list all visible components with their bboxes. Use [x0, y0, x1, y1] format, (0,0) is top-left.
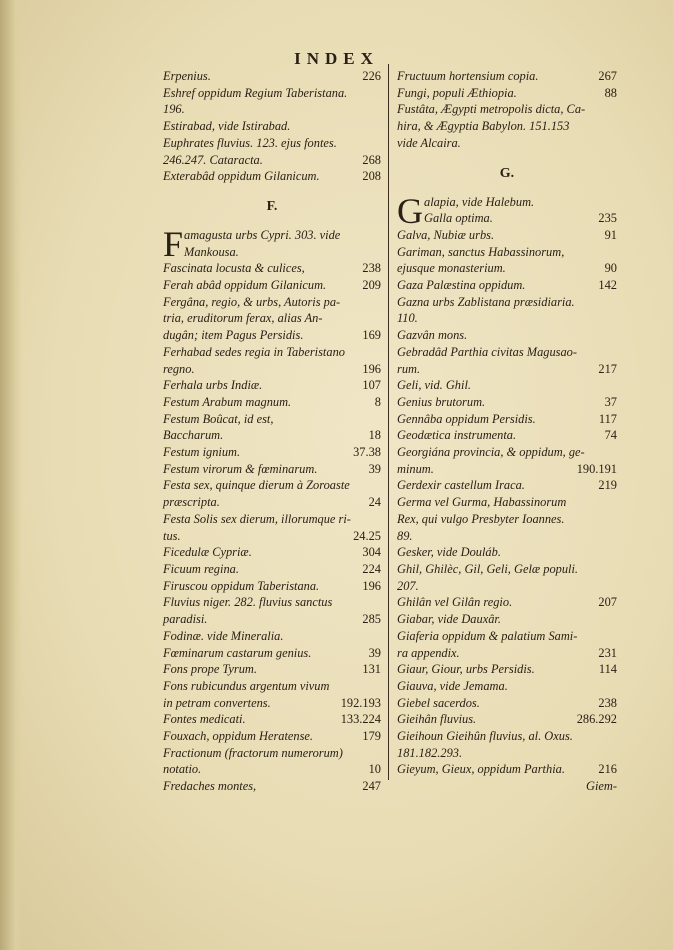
entry-text-line: Germa vel Gurma, Habassinorum	[397, 495, 567, 510]
index-entry	[163, 778, 381, 795]
entry-page-number: 131	[362, 662, 381, 677]
index-entry	[397, 101, 617, 151]
index-entry	[163, 411, 381, 444]
entry-text-line: 110.	[397, 311, 418, 326]
entry-page-number: 216	[598, 762, 617, 777]
entry-text-line: Fons rubicundus argentum vivum	[163, 678, 330, 693]
entry-page-number: 8	[374, 394, 381, 409]
section-letter-g: G.	[499, 165, 515, 181]
entry-text-line: Fons prope Tyrum.	[163, 662, 257, 677]
entry-text-line: in petram convertens.	[163, 695, 271, 710]
entry-page-number: 37.38	[353, 445, 381, 460]
entry-page-number: 286.292	[576, 712, 617, 727]
entry-page-number: 39	[368, 461, 381, 476]
index-entry	[163, 594, 381, 627]
entry-text-line: Giabar, vide Dauxâr.	[397, 612, 501, 627]
column-divider	[388, 64, 389, 780]
entry-page-number: 74	[604, 428, 617, 443]
entry-text-line: Festum virorum & fœminarum.	[163, 461, 318, 476]
index-entry	[397, 344, 617, 377]
entry-text-line: præscripta.	[163, 495, 220, 510]
entry-text-line: Rex, qui vulgo Presbyter Ioannes.	[397, 511, 565, 526]
entry-page-number: 179	[362, 729, 381, 744]
entry-text-line: Galapia, vide Halebum.	[397, 190, 535, 231]
index-entry	[163, 477, 381, 510]
entry-page-number: 247	[362, 779, 381, 794]
entry-text-line: Gieihoun Gieihûn fluvius, al. Oxus.	[397, 729, 573, 744]
entry-page-number: 39	[368, 645, 381, 660]
index-entry	[397, 227, 617, 244]
index-entry	[163, 444, 381, 461]
entry-page-number: 18	[368, 428, 381, 443]
index-entry	[397, 594, 617, 611]
entry-text-line: Fascinata locusta & culices,	[163, 261, 305, 276]
entry-text-line: dugân; item Pagus Persidis.	[163, 328, 304, 343]
index-entry	[397, 611, 617, 628]
entry-text-line: Fustâta, Ægypti metropolis dicta, Ca-	[397, 102, 586, 117]
entry-text-line: Fractionum (fractorum numerorum)	[163, 745, 343, 760]
index-entry	[163, 260, 381, 277]
index-entry	[163, 561, 381, 578]
entry-text-line: Gennâba oppidum Persidis.	[397, 411, 536, 426]
entry-page-number: 91	[604, 227, 617, 242]
entry-page-number: 209	[362, 278, 381, 293]
page-gutter-shadow	[0, 0, 22, 950]
entry-page-number: 117	[598, 411, 617, 426]
index-entry	[163, 511, 381, 544]
index-entry	[397, 544, 617, 561]
index-entry	[163, 277, 381, 294]
entry-text-line: Fluvius niger. 282. fluvius sanctus	[163, 595, 333, 610]
entry-page-number: 24.25	[353, 528, 381, 543]
entry-page-number: 268	[362, 152, 381, 167]
index-entry	[163, 645, 381, 662]
entry-text-line: Georgiána provincia, & oppidum, ge-	[397, 445, 585, 460]
entry-page-number: 207	[598, 595, 617, 610]
index-entry	[397, 85, 617, 102]
entry-text-line: ra appendix.	[397, 645, 460, 660]
index-entry	[397, 695, 617, 712]
entry-text-line: Genius brutorum.	[397, 394, 486, 409]
entry-page-number: 226	[362, 69, 381, 83]
index-entry	[163, 294, 381, 344]
entry-page-number: 224	[362, 561, 381, 576]
index-entry	[163, 728, 381, 745]
index-entry	[397, 494, 617, 544]
index-entry	[397, 711, 617, 728]
index-entry	[163, 118, 381, 135]
entry-page-number: 238	[362, 261, 381, 276]
entry-text-line: Fœminarum castarum genius.	[163, 645, 312, 660]
entry-text-line: Gesker, vide Douláb.	[397, 545, 501, 560]
index-entry	[397, 377, 617, 394]
entry-page-number: 88	[604, 85, 617, 100]
entry-text-line: Gerdexir castellum Iraca.	[397, 478, 525, 493]
entry-text-line: paradisi.	[163, 612, 208, 627]
entry-text-line: Ferah abâd oppidum Gilanicum.	[163, 278, 327, 293]
index-entry	[163, 85, 381, 118]
index-entry	[163, 377, 381, 394]
index-entry	[397, 761, 617, 778]
index-entry	[163, 678, 381, 711]
entry-page-number: 231	[598, 645, 617, 660]
index-entry	[397, 394, 617, 411]
entry-text-line: Festa sex, quinque dierum à Zoroaste	[163, 478, 350, 493]
entry-text-line: ejusque monasterium.	[397, 261, 506, 276]
index-entry	[397, 294, 617, 327]
entry-page-number: 235	[598, 211, 617, 226]
entry-page-number: 37	[604, 394, 617, 409]
entry-text-line: Ferhabad sedes regia in Taberistano	[163, 344, 345, 359]
right-entries-before	[397, 68, 617, 152]
entry-text-line: Festa Solis sex dierum, illorumque ri-	[163, 511, 351, 526]
index-entry	[163, 135, 381, 168]
entry-text-line: Giebel sacerdos.	[397, 695, 480, 710]
entry-text-line: Ghilân vel Gilân regio.	[397, 595, 513, 610]
index-entry	[397, 327, 617, 344]
entry-text-line: Geodætica instrumenta.	[397, 428, 517, 443]
entry-text-line: Fungi, populi Æthiopia.	[397, 85, 517, 100]
entry-text-line: rum.	[397, 361, 421, 376]
index-entry	[397, 411, 617, 428]
entry-text-line: Ferhala urbs Indiæ.	[163, 378, 263, 393]
entry-text-line: Eshref oppidum Regium Taberistana.	[163, 85, 348, 100]
entry-text-line: tria, eruditorum ferax, alias An-	[163, 311, 323, 326]
entry-text-line: vide Alcaira.	[397, 135, 461, 150]
entry-text-line: tus.	[163, 528, 181, 543]
entry-text-line: 89.	[397, 528, 413, 543]
entry-text-line: Mankousa.	[184, 244, 239, 259]
entry-text-line: Galla optima.	[424, 211, 493, 226]
entry-text-line: Giaferia oppidum & palatium Sami-	[397, 628, 578, 643]
entry-text-line: Galva, Nubiæ urbs.	[397, 227, 495, 242]
entry-page-number: 190.191	[576, 461, 617, 476]
index-entry	[163, 394, 381, 411]
entry-text-line: Fergâna, regio, & urbs, Autoris pa-	[163, 294, 341, 309]
section-letter-f: F.	[266, 198, 278, 214]
entry-text-line: Gieyum, Gieux, oppidum Parthia.	[397, 762, 565, 777]
entry-text-line: Gieihân fluvius.	[397, 712, 477, 727]
entry-text-line: Exterabâd oppidum Gilanicum.	[163, 169, 320, 184]
index-entry	[163, 628, 381, 645]
left-entries-before	[163, 68, 381, 185]
index-entry	[397, 427, 617, 444]
index-entry	[163, 544, 381, 561]
entry-text-line: hira, & Ægyptia Babylon. 151.153	[397, 119, 570, 134]
entry-text-line: Ficedulæ Cypriæ.	[163, 545, 252, 560]
entry-text-line: Gazna urbs Zablistana præsidiaria.	[397, 294, 575, 309]
right-entries-after	[397, 190, 617, 779]
index-entry	[397, 661, 617, 678]
entry-page-number: 114	[598, 662, 617, 677]
index-entry	[163, 578, 381, 595]
entry-page-number: 208	[362, 169, 381, 184]
entry-page-number: 219	[598, 478, 617, 493]
entry-page-number: 24	[368, 495, 381, 510]
entry-page-number: 107	[362, 378, 381, 393]
entry-text-line: Ficuum regina.	[163, 561, 239, 576]
entry-text-line: Estirabad, vide Istirabad.	[163, 119, 291, 134]
entry-text-line: Gazvân mons.	[397, 328, 468, 343]
entry-page-number: 10	[368, 762, 381, 777]
entry-text-line: Fredaches montes,	[163, 779, 257, 794]
index-entry	[397, 444, 617, 477]
entry-page-number: 285	[362, 612, 381, 627]
entry-text-line: Ghil, Ghilèc, Gil, Geli, Gelæ populi.	[397, 561, 579, 576]
index-entry	[397, 190, 617, 231]
entry-text-line: notatio.	[163, 762, 202, 777]
entry-text-line: 196.	[163, 102, 185, 117]
entry-text-line: Fodinæ. vide Mineralia.	[163, 628, 284, 643]
entry-page-number: 142	[598, 278, 617, 293]
entry-page-number: 192.193	[340, 695, 381, 710]
entry-page-number: 133.224	[340, 712, 381, 727]
index-entry	[163, 461, 381, 478]
index-entry	[163, 68, 381, 85]
index-entry	[397, 678, 617, 695]
entry-text-line: Giauva, vide Jemama.	[397, 678, 508, 693]
entry-text-line: minum.	[397, 461, 434, 476]
entry-text-line: Festum Boûcat, id est, Baccharum.	[163, 411, 274, 443]
entry-page-number: 196	[362, 361, 381, 376]
entry-text-line: Gaza Palæstina oppidum.	[397, 278, 526, 293]
entry-text-line: 181.182.293.	[397, 745, 463, 760]
index-entry	[397, 68, 617, 85]
index-entry	[397, 277, 617, 294]
left-entries-after	[163, 223, 381, 795]
entry-text-line: 207.	[397, 578, 419, 593]
page-header: INDEX	[294, 49, 379, 68]
entry-text-line: Gebradâd Parthia civitas Magusao-	[397, 344, 577, 359]
entry-page-number: 169	[362, 328, 381, 343]
entry-text-line: Firuscou oppidum Taberistana.	[163, 578, 320, 593]
index-entry	[397, 561, 617, 594]
entry-text-line: Fontes medicati.	[163, 712, 246, 727]
index-entry	[163, 745, 381, 778]
index-entry	[397, 728, 617, 761]
catchword: Giem-	[586, 779, 617, 793]
index-entry	[163, 711, 381, 728]
entry-text-line: Fructuum hortensium copia.	[397, 69, 539, 83]
index-entry	[163, 344, 381, 377]
entry-text-line: Gariman, sanctus Habassinorum,	[397, 244, 565, 259]
index-entry	[163, 661, 381, 678]
entry-text-line: Festum ignium.	[163, 445, 241, 460]
entry-text-line: regno.	[163, 361, 195, 376]
left-column	[163, 68, 381, 795]
entry-text-line: Erpenius.	[163, 69, 211, 83]
index-entry	[163, 168, 381, 185]
index-entry	[397, 244, 617, 277]
index-entry	[397, 628, 617, 661]
index-entry	[397, 477, 617, 494]
entry-page-number: 196	[362, 578, 381, 593]
right-column	[397, 68, 617, 778]
index-entry	[163, 223, 381, 264]
entry-page-number: 217	[598, 361, 617, 376]
entry-page-number: 304	[362, 545, 381, 560]
entry-text-line: Giaur, Giour, urbs Persidis.	[397, 662, 535, 677]
entry-text-line: 246.247. Cataracta.	[163, 152, 263, 167]
entry-text-line: Geli, vid. Ghil.	[397, 378, 471, 393]
entry-text-line: Famagusta urbs Cypri. 303. vide	[163, 223, 341, 264]
entry-text-line: Festum Arabum magnum.	[163, 394, 292, 409]
entry-text-line: Fouxach, oppidum Heratense.	[163, 729, 314, 744]
entry-page-number: 238	[598, 695, 617, 710]
entry-page-number: 90	[604, 261, 617, 276]
entry-page-number: 267	[598, 69, 617, 83]
entry-text-line: Euphrates fluvius. 123. ejus fontes.	[163, 135, 337, 150]
